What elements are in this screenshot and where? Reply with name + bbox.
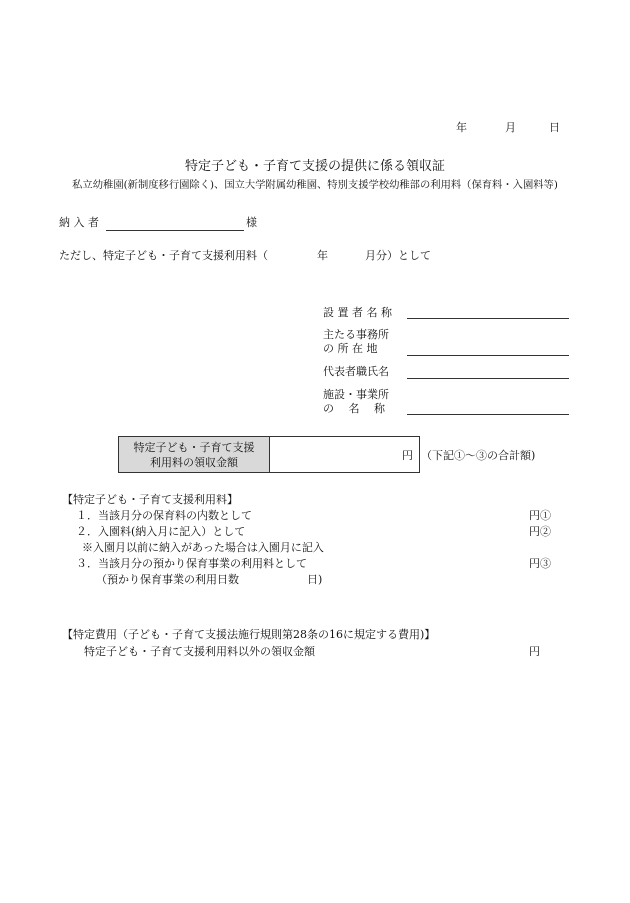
note-year: 年 (317, 249, 328, 262)
amount-note: （下記①～③の合計額) (421, 449, 536, 462)
facility-label-line1: 施設・事業所 (323, 388, 389, 401)
section1-item3-days-suffix: 日) (307, 573, 323, 586)
payer-label: 納 入 者 (59, 216, 99, 229)
date-year-label: 年 (456, 121, 467, 134)
amount-box (118, 436, 420, 473)
document-subtitle: 私立幼稚園(新制度移行園除く)、国立大学附属幼稚園、特別支援学校幼稚部の利用料（保育料・入園料等) (72, 179, 558, 191)
facility-label-line2: の 名 称 (323, 402, 385, 415)
office-address-line[interactable] (407, 355, 569, 356)
note-month-suffix: 月分）として (365, 249, 431, 262)
section2-item: 特定子ども・子育て支援利用料以外の領収金額 (84, 645, 315, 658)
section1-item2-note: ※入園月以前に納入があった場合は入園月に記入 (82, 541, 324, 554)
payer-name-line[interactable] (106, 230, 244, 231)
facility-name-line[interactable] (407, 414, 569, 415)
section2-yen: 円 (529, 645, 540, 658)
section1-item3: ３．当該月分の預かり保育事業の利用料として (76, 557, 307, 570)
section1-item2-yen: 円② (529, 525, 551, 538)
section1-item2: ２．入園料(納入月に記入）として (76, 525, 246, 538)
date-month-label: 月 (505, 121, 516, 134)
office-label-line1: 主たる事務所 (323, 328, 389, 341)
section1-item3-days: （預かり保育事業の利用日数 (96, 573, 239, 586)
founder-name-label: 設 置 者 名 称 (323, 306, 392, 319)
representative-line[interactable] (407, 378, 569, 379)
amount-label-line2: 利用料の領収金額 (150, 455, 238, 469)
section1-heading: 【特定子ども・子育て支援利用料】 (62, 493, 238, 506)
office-label-line2: の 所 在 地 (323, 342, 378, 355)
section1-item3-yen: 円③ (529, 557, 551, 570)
document-title: 特定子ども・子育て支援の提供に係る領収証 (184, 159, 445, 174)
section1-item1: １．当該月分の保育料の内数として (76, 509, 252, 522)
section2-heading: 【特定費用（子ども・子育て支援法施行規則第28条の16に規定する費用)】 (62, 628, 436, 641)
note-prefix: ただし、特定子ども・子育て支援利用料（ (59, 249, 268, 262)
date-day-label: 日 (549, 121, 560, 134)
payer-suffix: 様 (246, 216, 257, 229)
representative-label: 代表者職氏名 (323, 365, 389, 378)
amount-label-cell (119, 437, 270, 472)
amount-yen: 円 (402, 448, 413, 462)
section1-item1-yen: 円① (529, 509, 551, 522)
amount-label-line1: 特定子ども・子育て支援 (133, 440, 255, 454)
amount-value-cell[interactable] (270, 437, 419, 472)
founder-name-line[interactable] (407, 318, 569, 319)
